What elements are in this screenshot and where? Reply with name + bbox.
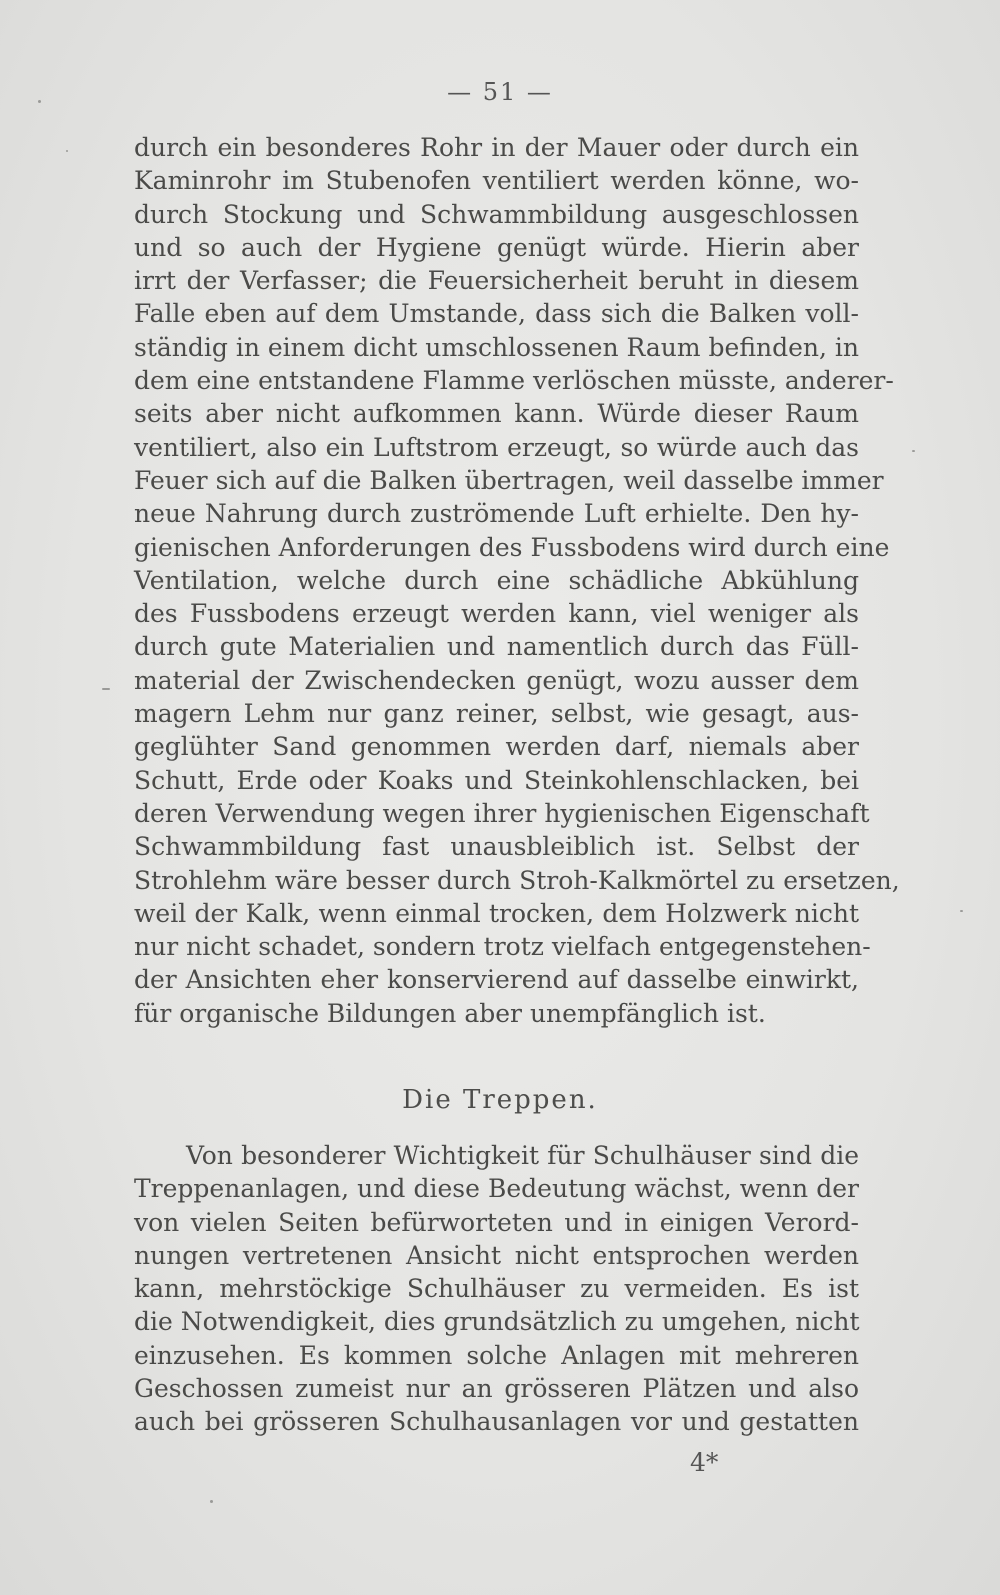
paper-speck [66,150,68,152]
text-line: gienischen Anforderungen des Fussbodens wird durch eine [134,532,890,562]
paragraph-1 [134,131,900,1030]
text-line: Treppenanlagen, und diese Bedeutung wächst, wenn der [134,1174,859,1204]
text-line: von vielen Seiten befürworteten und in einigen Verord- [134,1207,859,1237]
text-line: durch gute Materialien und namentlich durch das Füll- [134,632,859,662]
text-line: magern Lehm nur ganz reiner, selbst, wie gesagt, aus- [134,699,859,729]
text-line: kann, mehrstöckige Schulhäuser zu vermeiden. Es ist [134,1274,859,1304]
paper-speck [38,100,41,103]
text-line: Strohlehm wäre besser durch Stroh-Kalkmörtel zu ersetzen, [134,865,900,895]
text-line: Ventilation, welche durch eine schädliche Abkühlung [134,565,859,595]
text-line: durch ein besonderes Rohr in der Mauer oder durch ein [134,133,859,162]
text-line: Schutt, Erde oder Koaks und Steinkohlenschlacken, bei [134,765,859,795]
text-line: neue Nahrung durch zuströmende Luft erhielte. Den hy- [134,499,859,529]
text-line: geglühter Sand genommen werden darf, niemals aber [134,732,859,762]
text-line: auch bei grösseren Schulhausanlagen vor und gestatten [134,1407,859,1437]
text-line: deren Verwendung wegen ihrer hygienischen Eigenschaft [134,798,870,828]
text-line: Schwammbildung fast unausbleiblich ist. Selbst der [134,832,859,862]
text-line: Geschossen zumeist nur an grösseren Plätzen und also [134,1374,859,1404]
text-line: nur nicht schadet, sondern trotz vielfach entgegenstehen- [134,932,871,962]
paper-speck [102,688,110,690]
text-line: material der Zwischendecken genügt, wozu ausser dem [134,665,859,695]
text-line: Feuer sich auf die Balken übertragen, weil dasselbe immer [134,465,884,495]
text-line: ständig in einem dicht umschlossenen Raum befinden, in [134,332,860,362]
text-line: für organische Bildungen aber unempfänglich ist. [134,998,766,1028]
text-line: und so auch der Hygiene genügt würde. Hierin aber [134,232,859,262]
paragraph-2 [134,1139,859,1439]
paper-speck [210,1500,213,1503]
paper-speck [960,910,963,912]
text-line: nungen vertretenen Ansicht nicht entsprochen werden [134,1240,859,1270]
text-line: weil der Kalk, wenn einmal trocken, dem Holzwerk nicht [134,898,859,928]
text-line: dem eine entstandene Flamme verlöschen müsste, anderer- [134,366,894,396]
text-line: ventiliert, also ein Luftstrom erzeugt, so würde auch das [134,432,859,462]
text-line: seits aber nicht aufkommen kann. Würde dieser Raum [134,399,859,429]
text-line: Von besonderer Wichtigkeit für Schulhäuser sind die [186,1141,859,1170]
text-line: irrt der Verfasser; die Feuersicherheit beruht in diesem [134,266,859,296]
page-number: — 51 — [447,78,553,106]
text-line: des Fussbodens erzeugt werden kann, viel weniger als [134,599,859,629]
paper-speck [912,450,915,452]
text-line: einzusehen. Es kommen solche Anlagen mit mehreren [134,1340,859,1370]
text-line: Falle eben auf dem Umstande, dass sich die Balken voll- [134,299,859,329]
text-line: durch Stockung und Schwammbildung ausgeschlossen [134,199,859,229]
section-heading: Die Treppen. [402,1085,598,1115]
text-line: die Notwendigkeit, dies grundsätzlich zu umgehen, nicht [134,1307,860,1337]
signature-mark: 4* [690,1448,719,1477]
text-line: der Ansichten eher konservierend auf dasselbe einwirkt, [134,965,859,995]
text-line: Kaminrohr im Stubenofen ventiliert werden könne, wo- [134,166,859,196]
